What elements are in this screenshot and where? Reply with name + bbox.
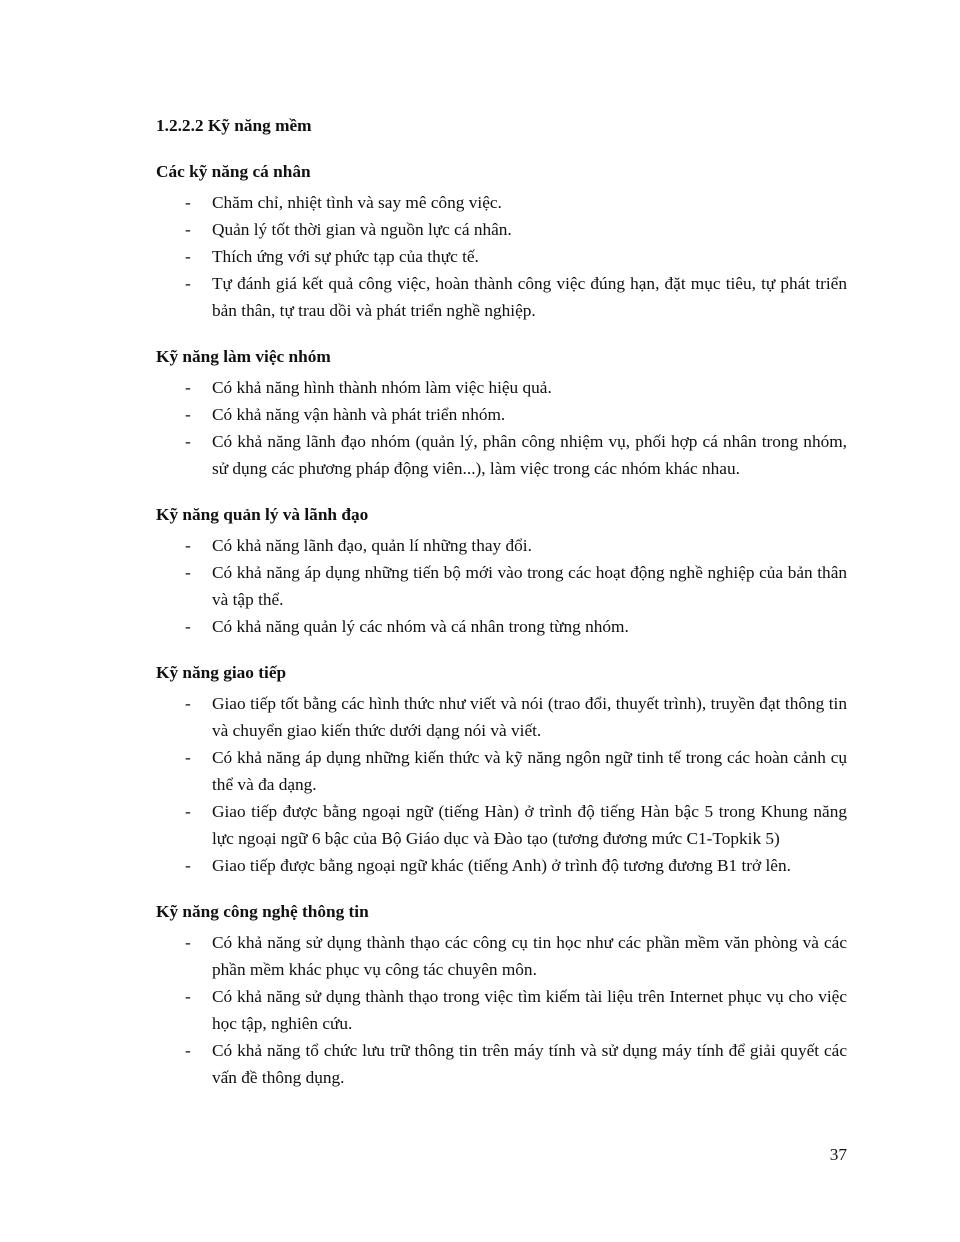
list-item <box>156 374 847 401</box>
list-item-text: Giao tiếp tốt bằng các hình thức như viết và nói (trao đổi, thuyết trình), truyền đạt thông tin và chuyển giao kiến thức dưới dạng nói và viết. <box>212 694 847 740</box>
list-item <box>156 532 847 559</box>
list-item-text: Giao tiếp được bằng ngoại ngữ (tiếng Hàn) ở trình độ tiếng Hàn bậc 5 trong Khung năng lực ngoại ngữ 6 bậc của Bộ Giáo dục và Đào tạo (tương đương mức C1-Topkik 5) <box>212 802 847 848</box>
bullet-dash: - <box>185 193 191 212</box>
bullet-dash: - <box>185 432 191 451</box>
bullet-dash: - <box>185 694 191 713</box>
list-item-text: Có khả năng lãnh đạo nhóm (quản lý, phân công nhiệm vụ, phối hợp cá nhân trong nhóm, sử dụng các phương pháp động viên...), làm việc trong các nhóm khác nhau. <box>212 432 847 478</box>
list-item <box>156 983 847 1037</box>
list-item <box>156 559 847 613</box>
list-item <box>156 216 847 243</box>
list-item-text: Có khả năng sử dụng thành thạo các công cụ tin học như các phần mềm văn phòng và các phần mềm khác phục vụ công tác chuyên môn. <box>212 933 847 979</box>
list-item <box>156 401 847 428</box>
bullet-dash: - <box>185 856 191 875</box>
list-item-text: Chăm chỉ, nhiệt tình và say mê công việc. <box>212 193 502 212</box>
subsection-heading: Kỹ năng công nghệ thông tin <box>156 902 369 921</box>
list-item-text: Có khả năng sử dụng thành thạo trong việc tìm kiếm tài liệu trên Internet phục vụ cho việc học tập, nghiên cứu. <box>212 987 847 1033</box>
list-item-text: Giao tiếp được bằng ngoại ngữ khác (tiếng Anh) ở trình độ tương đương B1 trở lên. <box>212 856 791 875</box>
list-item <box>156 852 847 879</box>
bullet-dash: - <box>185 563 191 582</box>
list-item <box>156 798 847 852</box>
list-item-text: Thích ứng với sự phức tạp của thực tế. <box>212 247 479 266</box>
list-item <box>156 428 847 482</box>
bullet-dash: - <box>185 987 191 1006</box>
bullet-dash: - <box>185 748 191 767</box>
subsection-heading: Các kỹ năng cá nhân <box>156 162 311 181</box>
bullet-dash: - <box>185 405 191 424</box>
bullet-dash: - <box>185 247 191 266</box>
list-item <box>156 690 847 744</box>
bullet-dash: - <box>185 274 191 293</box>
subsection-heading: Kỹ năng giao tiếp <box>156 663 287 682</box>
list-item-text: Có khả năng tổ chức lưu trữ thông tin trên máy tính và sử dụng máy tính để giải quyết các vấn đề thông dụng. <box>212 1041 847 1087</box>
list-item-text: Có khả năng áp dụng những kiến thức và kỹ năng ngôn ngữ tinh tế trong các hoàn cảnh cụ thể và đa dạng. <box>212 748 847 794</box>
list-item <box>156 613 847 640</box>
bullet-list <box>156 374 847 482</box>
list-item <box>156 929 847 983</box>
bullet-dash: - <box>185 536 191 555</box>
bullet-dash: - <box>185 933 191 952</box>
list-item <box>156 270 847 324</box>
bullet-list <box>156 189 847 324</box>
bullet-dash: - <box>185 220 191 239</box>
list-item <box>156 243 847 270</box>
sections <box>156 158 847 1091</box>
list-item-text: Quản lý tốt thời gian và nguồn lực cá nhân. <box>212 220 512 239</box>
bullet-list <box>156 690 847 879</box>
list-item-text: Có khả năng lãnh đạo, quản lí những thay đổi. <box>212 536 532 555</box>
list-item <box>156 189 847 216</box>
subsection-heading: Kỹ năng quản lý và lãnh đạo <box>156 505 369 524</box>
bullet-dash: - <box>185 1041 191 1060</box>
page-content <box>156 112 847 1091</box>
subsection-heading: Kỹ năng làm việc nhóm <box>156 347 331 366</box>
section-title: 1.2.2.2 Kỹ năng mềm <box>156 116 312 135</box>
page-number: 37 <box>829 1145 847 1164</box>
list-item-text: Có khả năng vận hành và phát triển nhóm. <box>212 405 506 424</box>
bullet-dash: - <box>185 802 191 821</box>
bullet-dash: - <box>185 617 191 636</box>
list-item <box>156 1037 847 1091</box>
list-item-text: Có khả năng hình thành nhóm làm việc hiệu quả. <box>212 378 552 397</box>
list-item-text: Có khả năng quản lý các nhóm và cá nhân trong từng nhóm. <box>212 617 629 636</box>
bullet-dash: - <box>185 378 191 397</box>
list-item-text: Tự đánh giá kết quả công việc, hoàn thành công việc đúng hạn, đặt mục tiêu, tự phát triển bản thân, tự trau dồi và phát triển nghề nghiệp. <box>212 274 847 320</box>
list-item-text: Có khả năng áp dụng những tiến bộ mới vào trong các hoạt động nghề nghiệp của bản thân và tập thể. <box>212 563 847 609</box>
bullet-list <box>156 929 847 1091</box>
bullet-list <box>156 532 847 640</box>
list-item <box>156 744 847 798</box>
